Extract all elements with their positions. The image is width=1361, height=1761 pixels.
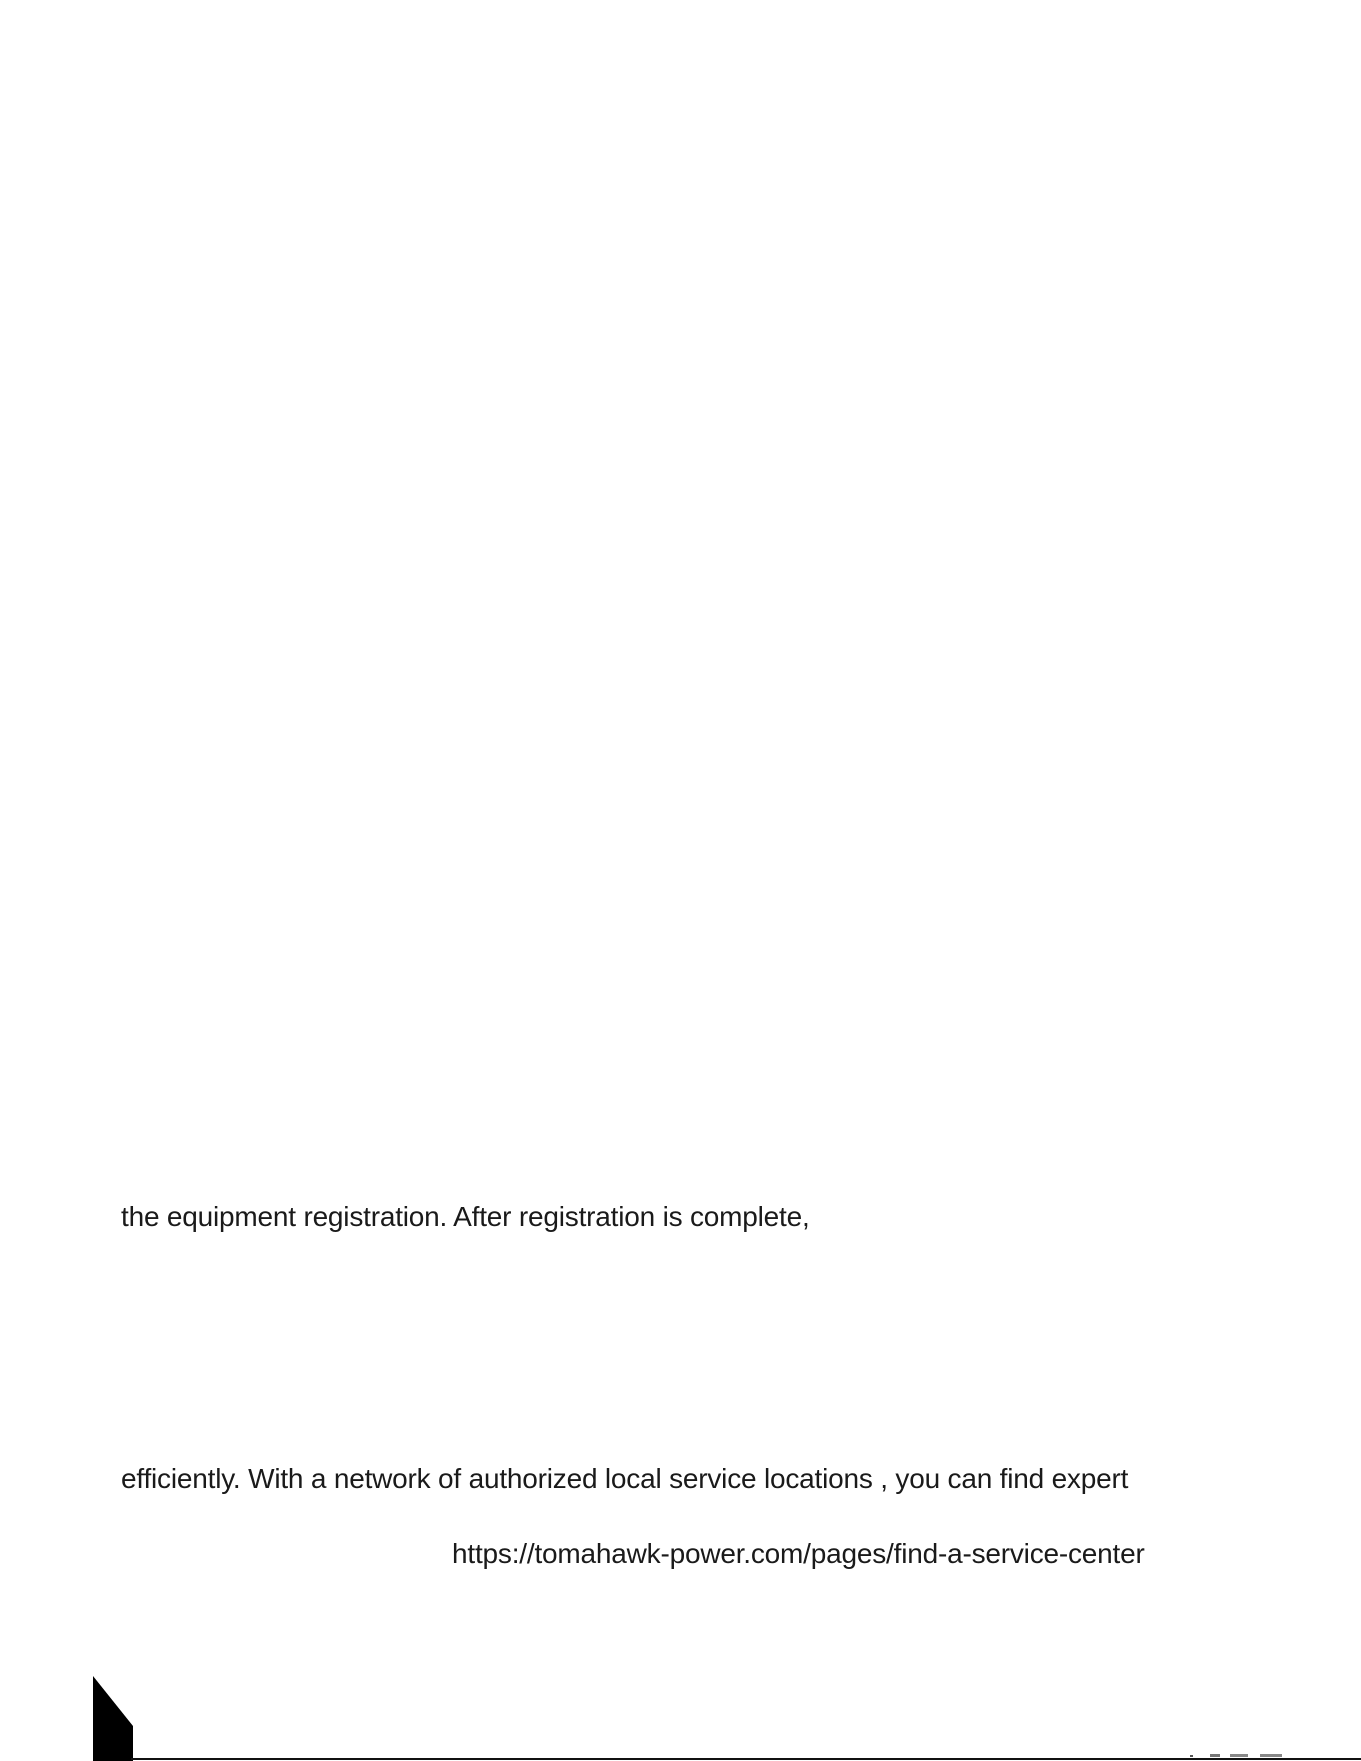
- service-network-text-line: efficiently. With a network of authorized local service locations , you can find expert: [121, 1463, 1129, 1494]
- footer-marks-graphic: [1190, 1750, 1290, 1758]
- footer-rule: [131, 1758, 1361, 1760]
- corner-tab-graphic: [93, 1676, 133, 1761]
- service-center-url[interactable]: https://tomahawk-power.com/pages/find-a-service-center: [452, 1538, 1145, 1569]
- registration-text-line: the equipment registration. After registration is complete,: [121, 1201, 810, 1232]
